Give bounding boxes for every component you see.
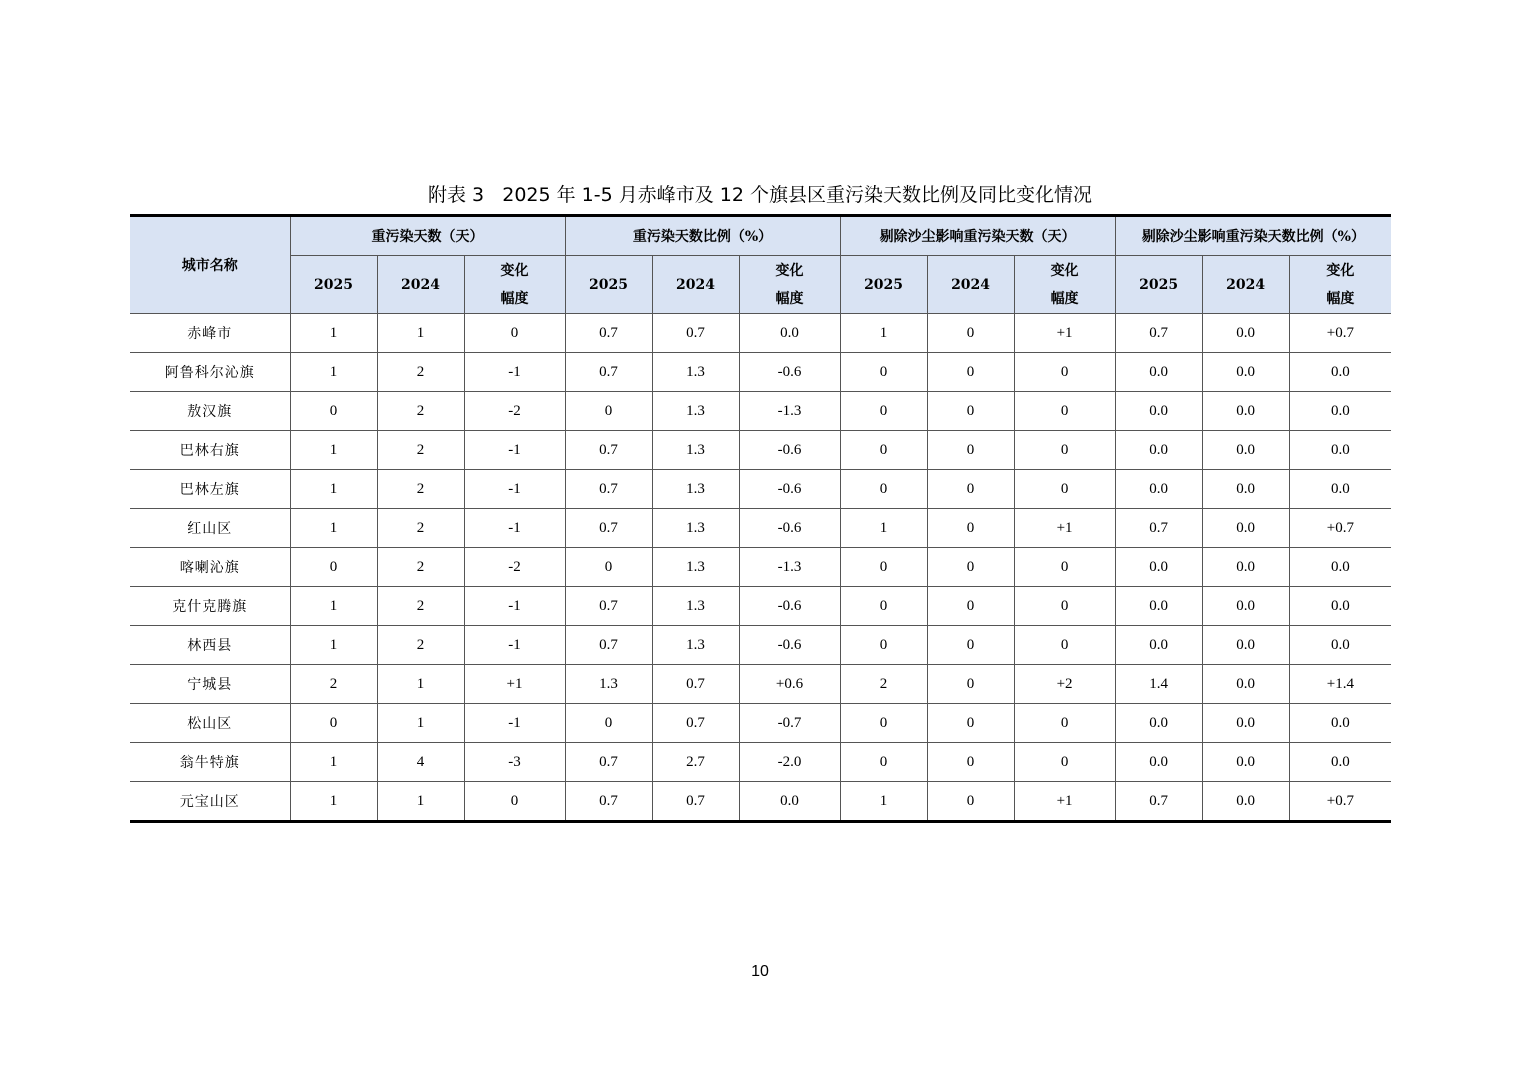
table-row (130, 548, 1391, 587)
value-cell: 1 (840, 314, 927, 353)
pollution-days-table (130, 214, 1391, 823)
value-cell: 0 (840, 626, 927, 665)
value-cell: 0.0 (739, 782, 840, 822)
value-cell: 0.7 (1115, 782, 1202, 822)
value-cell: -0.6 (739, 353, 840, 392)
value-cell: 2 (377, 626, 464, 665)
value-cell: 2 (377, 353, 464, 392)
value-cell: 1.3 (652, 353, 739, 392)
city-name-cell: 巴林左旗 (130, 470, 290, 509)
value-cell: 1.3 (652, 431, 739, 470)
group-header-days-excluding-dust: 剔除沙尘影响重污染天数（天） (840, 216, 1115, 256)
value-cell: 1 (290, 470, 377, 509)
value-cell: 0 (1014, 548, 1115, 587)
group-header-heavy-pollution-days: 重污染天数（天） (290, 216, 565, 256)
change-header-line2: 幅度 (500, 290, 529, 307)
value-cell: -1 (464, 509, 565, 548)
value-cell: 0.0 (1115, 626, 1202, 665)
value-cell: 0.7 (1115, 509, 1202, 548)
value-cell: 2 (377, 548, 464, 587)
value-cell: 0.7 (652, 665, 739, 704)
value-cell: 0.0 (1202, 470, 1289, 509)
value-cell: 0 (927, 353, 1014, 392)
value-cell: +1 (1014, 314, 1115, 353)
year-2025-header: 2025 (840, 256, 927, 314)
value-cell: +1 (464, 665, 565, 704)
value-cell: -0.7 (739, 704, 840, 743)
value-cell: 2 (290, 665, 377, 704)
value-cell: 0 (1014, 431, 1115, 470)
value-cell: 1 (377, 665, 464, 704)
year-2025-header: 2025 (565, 256, 652, 314)
value-cell: 0 (565, 704, 652, 743)
table-row (130, 431, 1391, 470)
value-cell: 0 (840, 548, 927, 587)
value-cell: 0.7 (1115, 314, 1202, 353)
city-name-cell: 阿鲁科尔沁旗 (130, 353, 290, 392)
value-cell: -1 (464, 704, 565, 743)
value-cell: 1.3 (652, 392, 739, 431)
value-cell: 0.7 (652, 782, 739, 822)
value-cell: 0 (464, 314, 565, 353)
value-cell: -0.6 (739, 509, 840, 548)
value-cell: 1 (377, 782, 464, 822)
city-name-cell: 巴林右旗 (130, 431, 290, 470)
page-number: 10 (751, 963, 769, 980)
value-cell: +0.7 (1289, 782, 1391, 822)
value-cell: -1 (464, 626, 565, 665)
value-cell: 0.0 (1202, 548, 1289, 587)
value-cell: 2 (377, 470, 464, 509)
value-cell: 0 (1014, 470, 1115, 509)
value-cell: 0.0 (1202, 509, 1289, 548)
value-cell: 0 (840, 743, 927, 782)
value-cell: 0.0 (1202, 782, 1289, 822)
value-cell: 0.7 (565, 470, 652, 509)
value-cell: 0.7 (565, 353, 652, 392)
value-cell: 0 (840, 587, 927, 626)
value-cell: 0 (927, 392, 1014, 431)
value-cell: 2 (377, 392, 464, 431)
year-2024-header: 2024 (377, 256, 464, 314)
group-header-heavy-pollution-ratio: 重污染天数比例（%） (565, 216, 840, 256)
value-cell: 1 (290, 314, 377, 353)
value-cell: 0.0 (1202, 353, 1289, 392)
value-cell: 0.0 (1115, 392, 1202, 431)
group-header-ratio-excluding-dust: 剔除沙尘影响重污染天数比例（%） (1115, 216, 1391, 256)
city-name-cell: 赤峰市 (130, 314, 290, 353)
value-cell: 0.0 (1115, 743, 1202, 782)
value-cell: 0 (290, 548, 377, 587)
value-cell: 0.7 (565, 743, 652, 782)
value-cell: 0 (840, 704, 927, 743)
value-cell: 1 (377, 314, 464, 353)
value-cell: 1 (290, 509, 377, 548)
city-name-cell: 松山区 (130, 704, 290, 743)
city-name-cell: 宁城县 (130, 665, 290, 704)
change-header-line1: 变化 (500, 262, 529, 279)
table-row (130, 704, 1391, 743)
value-cell: 1 (840, 509, 927, 548)
value-cell: 0.0 (1115, 353, 1202, 392)
value-cell: 0.0 (1202, 392, 1289, 431)
value-cell: 1.3 (652, 509, 739, 548)
value-cell: 1 (377, 704, 464, 743)
change-header-line2: 幅度 (1050, 290, 1079, 307)
table-row (130, 470, 1391, 509)
change-header-line2: 幅度 (1326, 290, 1355, 307)
city-name-header: 城市名称 (130, 216, 290, 314)
value-cell: 0.0 (1289, 743, 1391, 782)
value-cell: 0 (927, 665, 1014, 704)
value-cell: 0 (927, 314, 1014, 353)
value-cell: 0.0 (1202, 314, 1289, 353)
value-cell: 0.7 (565, 782, 652, 822)
value-cell: 0.0 (1202, 743, 1289, 782)
value-cell: -2 (464, 548, 565, 587)
year-2024-header: 2024 (1202, 256, 1289, 314)
change-header-line1: 变化 (1050, 262, 1079, 279)
value-cell: 0.0 (1202, 587, 1289, 626)
value-cell: 0 (1014, 626, 1115, 665)
value-cell: 0.0 (739, 314, 840, 353)
value-cell: 0 (1014, 704, 1115, 743)
value-cell: -0.6 (739, 431, 840, 470)
value-cell: 2 (377, 509, 464, 548)
value-cell: 0 (840, 431, 927, 470)
value-cell: 0.0 (1202, 626, 1289, 665)
value-cell: 2 (377, 431, 464, 470)
year-2024-header: 2024 (927, 256, 1014, 314)
change-header (1014, 256, 1115, 314)
value-cell: 1.3 (565, 665, 652, 704)
table-row (130, 353, 1391, 392)
value-cell: 0.0 (1202, 431, 1289, 470)
value-cell: +1 (1014, 782, 1115, 822)
value-cell: +2 (1014, 665, 1115, 704)
value-cell: 0.7 (652, 314, 739, 353)
value-cell: 0 (1014, 587, 1115, 626)
value-cell: 0.7 (565, 509, 652, 548)
value-cell: +0.6 (739, 665, 840, 704)
value-cell: 0 (927, 431, 1014, 470)
table-row (130, 392, 1391, 431)
value-cell: 1.4 (1115, 665, 1202, 704)
value-cell: -3 (464, 743, 565, 782)
value-cell: 0.7 (565, 626, 652, 665)
value-cell: 0 (840, 470, 927, 509)
value-cell: 0.0 (1289, 392, 1391, 431)
value-cell: 0 (927, 509, 1014, 548)
table-row (130, 587, 1391, 626)
table-row (130, 782, 1391, 822)
value-cell: +1 (1014, 509, 1115, 548)
value-cell: 0.0 (1115, 431, 1202, 470)
value-cell: 0 (927, 782, 1014, 822)
value-cell: 0.7 (565, 431, 652, 470)
change-header-line1: 变化 (1326, 262, 1355, 279)
change-header (464, 256, 565, 314)
year-2024-header: 2024 (652, 256, 739, 314)
value-cell: 0.0 (1289, 431, 1391, 470)
value-cell: 1 (290, 587, 377, 626)
value-cell: 0 (290, 704, 377, 743)
value-cell: 0 (927, 626, 1014, 665)
value-cell: -0.6 (739, 470, 840, 509)
value-cell: 1 (290, 431, 377, 470)
value-cell: 0 (565, 392, 652, 431)
table-row (130, 743, 1391, 782)
value-cell: 1.3 (652, 470, 739, 509)
value-cell: 1.3 (652, 626, 739, 665)
value-cell: 1.3 (652, 548, 739, 587)
value-cell: 1.3 (652, 587, 739, 626)
value-cell: -0.6 (739, 626, 840, 665)
value-cell: 0.0 (1202, 704, 1289, 743)
value-cell: 0 (840, 353, 927, 392)
table-body (130, 314, 1391, 822)
value-cell: 0.0 (1202, 665, 1289, 704)
value-cell: 0 (1014, 353, 1115, 392)
value-cell: 0.7 (652, 704, 739, 743)
value-cell: 0.0 (1289, 470, 1391, 509)
value-cell: 0.0 (1289, 704, 1391, 743)
year-2025-header: 2025 (1115, 256, 1202, 314)
city-name-cell: 喀喇沁旗 (130, 548, 290, 587)
value-cell: 0.0 (1289, 626, 1391, 665)
value-cell: +0.7 (1289, 314, 1391, 353)
value-cell: 4 (377, 743, 464, 782)
value-cell: -1 (464, 587, 565, 626)
value-cell: 2 (377, 587, 464, 626)
table-row (130, 509, 1391, 548)
value-cell: -1 (464, 431, 565, 470)
value-cell: 1 (290, 743, 377, 782)
value-cell: 2.7 (652, 743, 739, 782)
value-cell: 0 (927, 470, 1014, 509)
value-cell: 0.0 (1115, 470, 1202, 509)
table-row (130, 314, 1391, 353)
value-cell: 1 (290, 782, 377, 822)
table-row (130, 626, 1391, 665)
change-header (1289, 256, 1391, 314)
value-cell: -1.3 (739, 392, 840, 431)
year-2025-header: 2025 (290, 256, 377, 314)
value-cell: -2.0 (739, 743, 840, 782)
change-header (739, 256, 840, 314)
city-name-cell: 元宝山区 (130, 782, 290, 822)
value-cell: 0 (927, 704, 1014, 743)
city-name-cell: 林西县 (130, 626, 290, 665)
value-cell: 0 (927, 548, 1014, 587)
value-cell: 0.0 (1289, 548, 1391, 587)
value-cell: 1 (840, 782, 927, 822)
value-cell: 0 (565, 548, 652, 587)
city-name-cell: 翁牛特旗 (130, 743, 290, 782)
value-cell: -1 (464, 470, 565, 509)
value-cell: 0 (464, 782, 565, 822)
value-cell: +0.7 (1289, 509, 1391, 548)
value-cell: -1 (464, 353, 565, 392)
value-cell: 0.0 (1289, 587, 1391, 626)
value-cell: 0.0 (1115, 704, 1202, 743)
value-cell: 1 (290, 626, 377, 665)
table-title: 附表 3 2025 年 1-5 月赤峰市及 12 个旗县区重污染天数比例及同比变化情况 (427, 184, 1092, 206)
value-cell: 0.0 (1115, 548, 1202, 587)
city-name-cell: 克什克腾旗 (130, 587, 290, 626)
value-cell: 0.7 (565, 314, 652, 353)
value-cell: 1 (290, 353, 377, 392)
value-cell: -2 (464, 392, 565, 431)
table-row (130, 665, 1391, 704)
city-name-cell: 红山区 (130, 509, 290, 548)
change-header-line2: 幅度 (775, 290, 804, 307)
value-cell: 0.0 (1115, 587, 1202, 626)
value-cell: 2 (840, 665, 927, 704)
value-cell: 0 (927, 587, 1014, 626)
value-cell: 0 (1014, 743, 1115, 782)
value-cell: -0.6 (739, 587, 840, 626)
value-cell: +1.4 (1289, 665, 1391, 704)
change-header-line1: 变化 (775, 262, 804, 279)
value-cell: 0 (927, 743, 1014, 782)
value-cell: 0 (1014, 392, 1115, 431)
value-cell: 0.0 (1289, 353, 1391, 392)
city-name-cell: 敖汉旗 (130, 392, 290, 431)
value-cell: 0 (290, 392, 377, 431)
value-cell: -1.3 (739, 548, 840, 587)
value-cell: 0 (840, 392, 927, 431)
value-cell: 0.7 (565, 587, 652, 626)
